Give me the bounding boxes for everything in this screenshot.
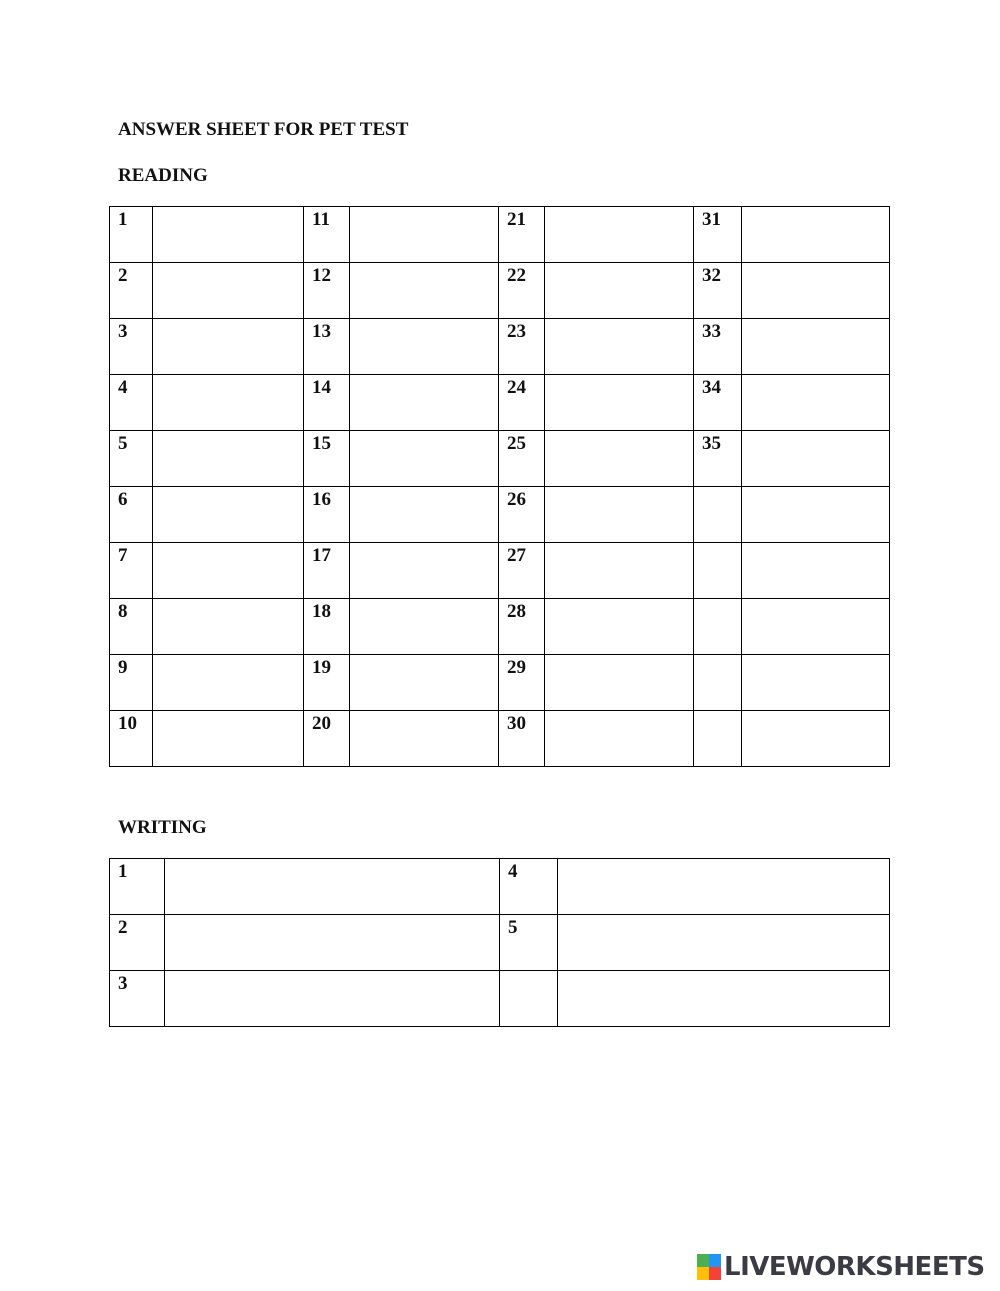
answer-cell[interactable] <box>545 599 694 655</box>
table-row <box>110 655 890 711</box>
answer-cell[interactable] <box>545 263 694 319</box>
answer-cell[interactable] <box>545 711 694 767</box>
table-row <box>110 263 890 319</box>
answer-cell[interactable] <box>350 543 499 599</box>
answer-cell[interactable] <box>350 711 499 767</box>
answer-cell[interactable] <box>742 487 890 543</box>
answer-cell[interactable] <box>350 319 499 375</box>
question-number: 27 <box>499 543 545 599</box>
writing-table-body <box>110 859 890 1027</box>
question-number: 15 <box>304 431 350 487</box>
answer-cell[interactable] <box>545 543 694 599</box>
answer-cell[interactable] <box>742 375 890 431</box>
answer-cell[interactable] <box>350 207 499 263</box>
logo-mark-square <box>709 1254 721 1267</box>
answer-cell[interactable] <box>153 431 304 487</box>
table-row <box>110 207 890 263</box>
table-row <box>110 599 890 655</box>
answer-cell[interactable] <box>350 263 499 319</box>
answer-cell[interactable] <box>558 859 890 915</box>
answer-cell[interactable] <box>350 375 499 431</box>
table-row <box>110 543 890 599</box>
answer-cell[interactable] <box>545 655 694 711</box>
question-number: 34 <box>694 375 742 431</box>
answer-cell[interactable] <box>153 711 304 767</box>
answer-cell[interactable] <box>545 487 694 543</box>
answer-cell[interactable] <box>350 431 499 487</box>
answer-cell[interactable] <box>153 263 304 319</box>
answer-cell[interactable] <box>153 319 304 375</box>
table-row <box>110 915 890 971</box>
question-number: 16 <box>304 487 350 543</box>
answer-cell[interactable] <box>165 859 500 915</box>
question-number <box>694 487 742 543</box>
answer-cell[interactable] <box>165 971 500 1027</box>
question-number: 20 <box>304 711 350 767</box>
question-number: 5 <box>500 915 558 971</box>
question-number: 4 <box>500 859 558 915</box>
question-number: 11 <box>304 207 350 263</box>
question-number: 3 <box>110 319 153 375</box>
answer-cell[interactable] <box>153 375 304 431</box>
question-number: 2 <box>110 915 165 971</box>
question-number: 22 <box>499 263 545 319</box>
question-number: 2 <box>110 263 153 319</box>
question-number: 6 <box>110 487 153 543</box>
table-row <box>110 319 890 375</box>
question-number: 9 <box>110 655 153 711</box>
question-number: 7 <box>110 543 153 599</box>
page-title: ANSWER SHEET FOR PET TEST <box>118 119 409 140</box>
answer-cell[interactable] <box>742 263 890 319</box>
question-number: 5 <box>110 431 153 487</box>
question-number: 1 <box>110 859 165 915</box>
answer-cell[interactable] <box>153 543 304 599</box>
question-number <box>694 543 742 599</box>
question-number: 32 <box>694 263 742 319</box>
question-number: 18 <box>304 599 350 655</box>
writing-section-title: WRITING <box>118 817 207 838</box>
answer-cell[interactable] <box>545 319 694 375</box>
answer-cell[interactable] <box>545 431 694 487</box>
table-row <box>110 375 890 431</box>
answer-cell[interactable] <box>742 319 890 375</box>
answer-cell[interactable] <box>350 655 499 711</box>
answer-cell[interactable] <box>153 487 304 543</box>
question-number: 10 <box>110 711 153 767</box>
question-number: 24 <box>499 375 545 431</box>
answer-cell[interactable] <box>153 655 304 711</box>
logo-text: LIVEWORKSHEETS <box>724 1252 985 1282</box>
answer-cell[interactable] <box>350 599 499 655</box>
table-row <box>110 711 890 767</box>
question-number: 3 <box>110 971 165 1027</box>
question-number: 21 <box>499 207 545 263</box>
question-number: 1 <box>110 207 153 263</box>
question-number: 13 <box>304 319 350 375</box>
reading-section-title: READING <box>118 165 208 186</box>
question-number: 35 <box>694 431 742 487</box>
writing-answer-table <box>109 858 890 1027</box>
logo-mark-square <box>697 1254 709 1267</box>
answer-cell[interactable] <box>153 599 304 655</box>
answer-cell[interactable] <box>558 915 890 971</box>
question-number: 8 <box>110 599 153 655</box>
answer-cell[interactable] <box>742 599 890 655</box>
answer-cell[interactable] <box>153 207 304 263</box>
table-row <box>110 859 890 915</box>
liveworksheets-logo <box>697 1252 985 1282</box>
answer-cell[interactable] <box>350 487 499 543</box>
question-number: 25 <box>499 431 545 487</box>
answer-cell[interactable] <box>558 971 890 1027</box>
answer-cell[interactable] <box>545 375 694 431</box>
question-number: 33 <box>694 319 742 375</box>
question-number: 19 <box>304 655 350 711</box>
question-number: 30 <box>499 711 545 767</box>
question-number: 31 <box>694 207 742 263</box>
answer-cell[interactable] <box>742 543 890 599</box>
question-number: 4 <box>110 375 153 431</box>
table-row <box>110 487 890 543</box>
answer-cell[interactable] <box>742 207 890 263</box>
question-number: 29 <box>499 655 545 711</box>
reading-answer-table <box>109 206 890 767</box>
question-number <box>500 971 558 1027</box>
question-number: 12 <box>304 263 350 319</box>
question-number: 23 <box>499 319 545 375</box>
answer-cell[interactable] <box>742 655 890 711</box>
answer-cell[interactable] <box>742 431 890 487</box>
logo-mark-icon <box>697 1254 721 1280</box>
table-row <box>110 971 890 1027</box>
answer-cell[interactable] <box>545 207 694 263</box>
reading-table-body <box>110 207 890 767</box>
logo-mark-square <box>697 1267 709 1280</box>
question-number: 28 <box>499 599 545 655</box>
answer-cell[interactable] <box>742 711 890 767</box>
question-number <box>694 655 742 711</box>
question-number: 26 <box>499 487 545 543</box>
table-row <box>110 431 890 487</box>
question-number: 17 <box>304 543 350 599</box>
question-number: 14 <box>304 375 350 431</box>
question-number <box>694 711 742 767</box>
answer-cell[interactable] <box>165 915 500 971</box>
question-number <box>694 599 742 655</box>
logo-mark-square <box>709 1267 721 1280</box>
